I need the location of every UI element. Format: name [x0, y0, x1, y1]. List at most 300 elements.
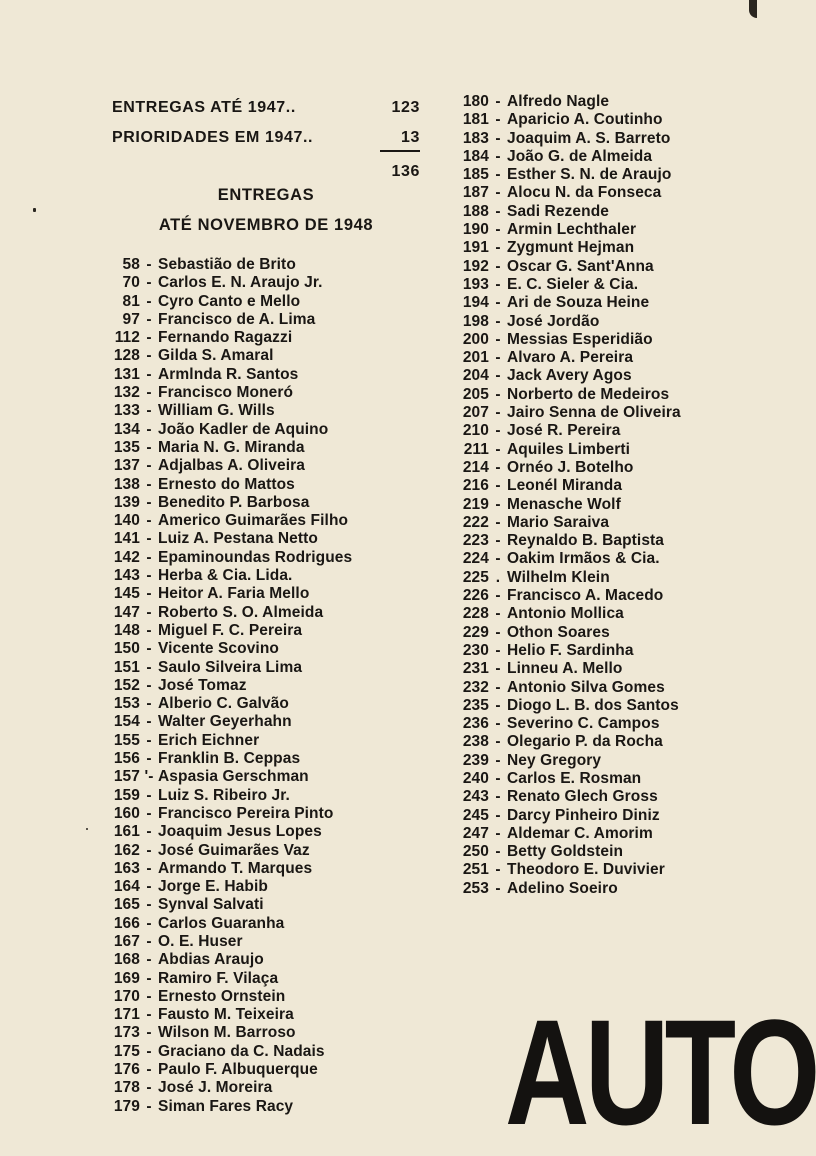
entry-number: 171: [113, 1006, 140, 1024]
entry-separator: -: [495, 221, 501, 239]
entry-separator: -: [146, 457, 152, 475]
entry-name: Oscar G. Sant'Anna: [507, 257, 654, 275]
delivery-list-column-2: [455, 93, 681, 898]
entry-number: 239: [462, 751, 489, 769]
entry-name: Aldemar C. Amorim: [507, 824, 653, 842]
entry-name: Francisco Pereira Pinto: [158, 804, 334, 822]
print-speck: [33, 208, 36, 212]
entry-number: 207: [462, 404, 489, 422]
entry-separator: -: [146, 1042, 152, 1060]
section-title-line2: ATÉ NOVEMBRO DE 1948: [158, 216, 374, 234]
entry-number: 224: [462, 550, 489, 568]
entry-number: 253: [462, 879, 489, 897]
entry-name: Ernesto do Mattos: [158, 475, 295, 493]
entry-number: 135: [113, 438, 140, 456]
entry-number: 170: [113, 987, 140, 1005]
list-item: [104, 695, 352, 713]
entry-separator: -: [146, 256, 152, 273]
list-item: [104, 439, 352, 457]
entry-number: 235: [462, 696, 489, 714]
entry-number: 167: [113, 932, 140, 950]
list-item: [104, 1043, 352, 1061]
list-item: [104, 549, 352, 567]
entry-separator: -: [495, 239, 501, 257]
summary-row-entregas: [112, 93, 420, 123]
list-item: [455, 294, 681, 312]
entry-name: Alfredo Nagle: [507, 93, 610, 110]
list-item: [455, 770, 681, 788]
entry-number: 153: [113, 695, 140, 713]
entry-name: Francisco de A. Lima: [158, 310, 316, 328]
entry-separator: -: [146, 402, 152, 420]
entry-separator: -: [146, 512, 152, 530]
entry-number: 247: [462, 824, 489, 842]
entry-number: 230: [462, 641, 489, 659]
entry-name: Vicente Scovino: [158, 640, 279, 658]
entry-name: Luiz A. Pestana Netto: [158, 530, 318, 548]
entry-name: Joaquim Jesus Lopes: [158, 823, 322, 841]
entry-name: Helio F. Sardinha: [507, 641, 634, 659]
entry-separator: -: [495, 806, 501, 824]
list-item: [455, 861, 681, 879]
entry-separator: -: [146, 567, 152, 585]
entry-number: 204: [462, 367, 489, 385]
entry-number: 137: [113, 457, 140, 475]
entry-separator: -: [495, 349, 501, 367]
page-corner-shadow: [749, 0, 757, 18]
entry-separator: -: [495, 477, 501, 495]
entry-separator: -: [146, 365, 152, 383]
entry-name: Leonél Miranda: [507, 477, 623, 495]
entry-number: 205: [462, 385, 489, 403]
entry-name: Ney Gregory: [507, 751, 602, 769]
entry-number: 198: [462, 312, 489, 330]
entry-separator: -: [495, 129, 501, 147]
entry-separator: -: [495, 513, 501, 531]
entry-number: 161: [113, 823, 140, 841]
entry-number: 201: [462, 349, 489, 367]
entry-name: José Guimarães Vaz: [158, 841, 310, 859]
list-item: [455, 166, 681, 184]
entry-name: José J. Moreira: [158, 1079, 273, 1097]
entry-separator: -: [495, 587, 501, 605]
entry-separator: -: [495, 623, 501, 641]
list-item: [455, 221, 681, 239]
entry-name: Severino C. Campos: [507, 715, 660, 733]
entry-number: 58: [122, 256, 140, 273]
entry-name: Carlos Guaranha: [158, 914, 285, 932]
entry-name: Wilhelm Klein: [507, 568, 610, 586]
list-item: [104, 878, 352, 896]
entry-number: 140: [113, 512, 140, 530]
list-item: [455, 642, 681, 660]
list-item: [455, 660, 681, 678]
entry-name: Abdias Araujo: [158, 951, 264, 969]
entry-name: Betty Goldstein: [507, 843, 624, 861]
entry-number: 148: [113, 621, 140, 639]
entry-name: Luiz S. Ribeiro Jr.: [158, 786, 290, 804]
list-item: [455, 239, 681, 257]
entry-number: 138: [113, 475, 140, 493]
list-item: [455, 184, 681, 202]
entry-separator: -: [146, 859, 152, 877]
entry-name: João G. de Almeida: [507, 147, 653, 165]
entry-separator: -: [146, 1006, 152, 1024]
list-item: [104, 1006, 352, 1024]
list-item: [104, 329, 352, 347]
entry-number: 131: [113, 365, 140, 383]
entry-separator: -: [495, 605, 501, 623]
entry-number: 236: [462, 715, 489, 733]
entry-name: Antonio Silva Gomes: [507, 678, 665, 696]
entry-separator: -: [146, 786, 152, 804]
entry-number: 159: [113, 786, 140, 804]
entry-separator: -: [146, 530, 152, 548]
entry-separator: -: [146, 585, 152, 603]
entry-name: Aspasia Gerschman: [158, 768, 309, 786]
entry-name: Paulo F. Albuquerque: [158, 1061, 318, 1079]
list-item: [455, 477, 681, 495]
list-item: [104, 659, 352, 677]
entry-separator: -: [495, 550, 501, 568]
entry-number: 179: [113, 1097, 140, 1115]
summary-row-prioridades: [112, 123, 420, 153]
entry-number: 180: [462, 93, 489, 110]
list-item: [455, 130, 681, 148]
entry-separator: -: [495, 184, 501, 202]
entry-separator: -: [495, 641, 501, 659]
list-item: [104, 842, 352, 860]
entry-separator: -: [495, 696, 501, 714]
entry-number: 188: [462, 202, 489, 220]
entry-separator: -: [495, 275, 501, 293]
list-item: [104, 347, 352, 365]
entry-number: 143: [113, 567, 140, 585]
entry-number: 185: [462, 166, 489, 184]
entry-separator: -: [495, 788, 501, 806]
entry-name: Francisco Moneró: [158, 384, 294, 402]
list-item: [104, 915, 352, 933]
list-item: [455, 514, 681, 532]
entry-number: 243: [462, 788, 489, 806]
entry-separator: -: [146, 438, 152, 456]
entry-number: 166: [113, 914, 140, 932]
entry-name: José Jordão: [507, 312, 600, 330]
entry-separator: -: [495, 312, 501, 330]
summary-block: [112, 93, 420, 185]
list-item: [104, 951, 352, 969]
list-item: [104, 823, 352, 841]
entry-name: Mario Saraiva: [507, 513, 610, 531]
entry-number: 193: [462, 275, 489, 293]
list-item: [104, 293, 352, 311]
entry-name: José Tomaz: [158, 676, 247, 694]
list-item: [455, 880, 681, 898]
entry-separator: -: [146, 603, 152, 621]
list-item: [455, 825, 681, 843]
list-item: [104, 604, 352, 622]
entry-number: 229: [462, 623, 489, 641]
entry-separator: -: [495, 769, 501, 787]
entry-name: Esther S. N. de Araujo: [507, 166, 672, 184]
entry-number: 178: [113, 1079, 140, 1097]
entry-number: 211: [463, 440, 489, 458]
entry-separator: -: [146, 274, 152, 292]
list-item: [104, 896, 352, 914]
entry-separator: -: [495, 422, 501, 440]
entry-name: Graciano da C. Nadais: [158, 1042, 325, 1060]
entry-name: Norberto de Medeiros: [507, 385, 670, 403]
entry-separator: -: [146, 1079, 152, 1097]
entry-number: 184: [462, 147, 489, 165]
entry-separator: -: [495, 660, 501, 678]
entry-separator: -: [146, 878, 152, 896]
list-item: [455, 697, 681, 715]
entry-name: Alocu N. da Fonseca: [507, 184, 662, 202]
entry-number: 238: [462, 733, 489, 751]
entry-separator: -: [495, 715, 501, 733]
entry-separator: -: [495, 111, 501, 129]
entry-name: Siman Fares Racy: [158, 1097, 294, 1115]
list-item: [104, 860, 352, 878]
entry-name: Theodoro E. Duvivier: [507, 861, 665, 879]
entry-number: 183: [462, 129, 489, 147]
list-item: [455, 148, 681, 166]
entry-separator: -: [495, 824, 501, 842]
list-item: [455, 459, 681, 477]
entry-separator: -: [495, 440, 501, 458]
list-item: [104, 366, 352, 384]
list-item: [455, 313, 681, 331]
entry-separator: -: [495, 751, 501, 769]
entry-name: José R. Pereira: [507, 422, 621, 440]
entry-separator: -: [146, 640, 152, 658]
entry-number: 228: [462, 605, 489, 623]
entry-name: Alvaro A. Pereira: [507, 349, 634, 367]
entry-number: 250: [462, 843, 489, 861]
entry-name: Messias Esperidião: [507, 330, 653, 348]
list-item: [104, 677, 352, 695]
entry-name: Saulo Silveira Lima: [158, 658, 303, 676]
entry-name: Renato Glech Gross: [507, 788, 658, 806]
entry-name: Ramiro F. Vilaça: [158, 969, 279, 987]
entry-separator: -: [146, 384, 152, 402]
list-item: [104, 457, 352, 475]
entry-separator: -: [146, 987, 152, 1005]
entry-separator: -: [146, 475, 152, 493]
list-item: [104, 311, 352, 329]
list-item: [455, 550, 681, 568]
entry-separator: -: [495, 404, 501, 422]
entry-name: Adelino Soeiro: [507, 879, 618, 897]
list-item: [104, 750, 352, 768]
list-item: [455, 367, 681, 385]
entry-number: 173: [113, 1024, 140, 1042]
list-item: [455, 331, 681, 349]
entry-number: 133: [113, 402, 140, 420]
entry-number: 112: [114, 329, 140, 347]
entry-separator: -: [146, 951, 152, 969]
list-item: [104, 713, 352, 731]
entry-separator: -: [495, 733, 501, 751]
entry-name: Gilda S. Amaral: [158, 347, 274, 365]
entry-separator: -: [146, 750, 152, 768]
entry-name: Olegario P. da Rocha: [507, 733, 663, 751]
list-item: [455, 843, 681, 861]
entry-name: Heitor A. Faria Mello: [158, 585, 310, 603]
entry-separator: -: [146, 310, 152, 328]
list-item: [455, 605, 681, 623]
entry-number: 194: [462, 294, 489, 312]
entry-number: 168: [113, 951, 140, 969]
entry-name: Alberio C. Galvão: [158, 695, 289, 713]
entry-name: Ernesto Ornstein: [158, 987, 286, 1005]
list-item: [455, 404, 681, 422]
entry-number: 192: [462, 257, 489, 275]
entry-name: Reynaldo B. Baptista: [507, 532, 665, 550]
summary-entregas-label: ENTREGAS ATÉ 1947..: [112, 99, 296, 116]
entry-separator: -: [495, 93, 501, 110]
list-item: [455, 386, 681, 404]
list-item: [455, 532, 681, 550]
list-item: [104, 421, 352, 439]
list-item: [104, 622, 352, 640]
entry-separator: -: [146, 841, 152, 859]
entry-name: Othon Soares: [507, 623, 610, 641]
entry-number: 145: [113, 585, 140, 603]
entry-separator: -: [146, 1097, 152, 1115]
entry-number: 142: [113, 548, 140, 566]
entry-name: Americo Guimarães Filho: [158, 512, 349, 530]
list-item: [104, 256, 352, 274]
headline-fragment: AUTO: [505, 988, 816, 1156]
list-item: [455, 624, 681, 642]
entry-separator: .: [495, 568, 501, 586]
entry-name: Roberto S. O. Almeida: [158, 603, 324, 621]
list-item: [104, 787, 352, 805]
entry-number: 147: [113, 603, 140, 621]
entry-separator: -: [146, 914, 152, 932]
entry-number: 141: [113, 530, 140, 548]
list-item: [455, 422, 681, 440]
entry-number: 191: [462, 239, 489, 257]
entry-name: Darcy Pinheiro Diniz: [507, 806, 660, 824]
entry-number: 181: [462, 111, 489, 129]
entry-separator: -: [495, 385, 501, 403]
list-item: [455, 111, 681, 129]
entry-number: 134: [113, 420, 140, 438]
entry-number: 157: [113, 768, 140, 786]
list-item: [455, 679, 681, 697]
entry-separator: -: [495, 532, 501, 550]
entry-separator: -: [146, 1061, 152, 1079]
list-item: [104, 988, 352, 1006]
entry-number: 219: [462, 495, 489, 513]
entry-name: Diogo L. B. dos Santos: [507, 696, 679, 714]
entry-separator: -: [146, 347, 152, 365]
entry-separator: -: [146, 548, 152, 566]
list-item: [455, 807, 681, 825]
entry-name: Fernando Ragazzi: [158, 329, 293, 347]
list-item: [455, 349, 681, 367]
entry-number: 175: [113, 1042, 140, 1060]
entry-separator: -: [146, 676, 152, 694]
entry-name: O. E. Huser: [158, 932, 243, 950]
entry-number: 165: [113, 896, 140, 914]
entry-number: 187: [462, 184, 489, 202]
entry-separator: -: [495, 861, 501, 879]
entry-separator: -: [495, 367, 501, 385]
entry-name: Wilson M. Barroso: [158, 1024, 296, 1042]
entry-separator: -: [146, 804, 152, 822]
entry-separator: -: [146, 621, 152, 639]
entry-number: 225: [462, 568, 489, 586]
entry-number: 162: [113, 841, 140, 859]
entry-number: 214: [462, 458, 489, 476]
entry-name: Sebastião de Brito: [158, 256, 296, 273]
entry-number: 176: [113, 1061, 140, 1079]
entry-separator: -: [495, 166, 501, 184]
entry-separator: -: [146, 731, 152, 749]
summary-prioridades-value: 13: [380, 126, 420, 152]
entry-name: Herba & Cia. Lida.: [158, 567, 293, 585]
entry-number: 216: [462, 477, 489, 495]
entry-separator: -: [146, 1024, 152, 1042]
entry-name: Zygmunt Hejman: [507, 239, 635, 257]
entry-separator: -: [495, 879, 501, 897]
list-item: [455, 276, 681, 294]
entry-name: Antonio Mollica: [507, 605, 624, 623]
list-item: [455, 93, 681, 111]
entry-name: Miguel F. C. Pereira: [158, 621, 303, 639]
entry-separator: -: [146, 695, 152, 713]
entry-number: 81: [122, 292, 140, 310]
entry-number: 97: [122, 310, 140, 328]
entry-number: 132: [113, 384, 140, 402]
entry-separator: -: [495, 330, 501, 348]
entry-name: Benedito P. Barbosa: [158, 493, 310, 511]
entry-name: Adjalbas A. Oliveira: [158, 457, 306, 475]
list-item: [455, 496, 681, 514]
entry-name: Epaminoundas Rodrigues: [158, 548, 353, 566]
entry-number: 164: [113, 878, 140, 896]
list-item: [104, 494, 352, 512]
entry-separator: '-: [144, 768, 154, 786]
entry-separator: -: [495, 678, 501, 696]
entry-number: 190: [462, 221, 489, 239]
entry-number: 200: [462, 330, 489, 348]
list-item: [104, 402, 352, 420]
list-item: [455, 203, 681, 221]
entry-name: Armlnda R. Santos: [158, 365, 299, 383]
entry-name: Ornéo J. Botelho: [507, 458, 634, 476]
list-item: [455, 587, 681, 605]
entry-separator: -: [495, 147, 501, 165]
entry-name: Menasche Wolf: [507, 495, 621, 513]
entry-number: 226: [462, 587, 489, 605]
summary-entregas-value: 123: [391, 99, 420, 116]
list-item: [104, 640, 352, 658]
entry-number: 245: [462, 806, 489, 824]
entry-name: E. C. Sieler & Cia.: [507, 275, 639, 293]
entry-name: Carlos E. N. Araujo Jr.: [158, 274, 323, 292]
entry-name: Aparicio A. Coutinho: [507, 111, 663, 129]
entry-number: 160: [113, 804, 140, 822]
entry-separator: -: [495, 843, 501, 861]
entry-number: 154: [113, 713, 140, 731]
entry-name: Joaquim A. S. Barreto: [507, 129, 671, 147]
entry-number: 231: [462, 660, 489, 678]
